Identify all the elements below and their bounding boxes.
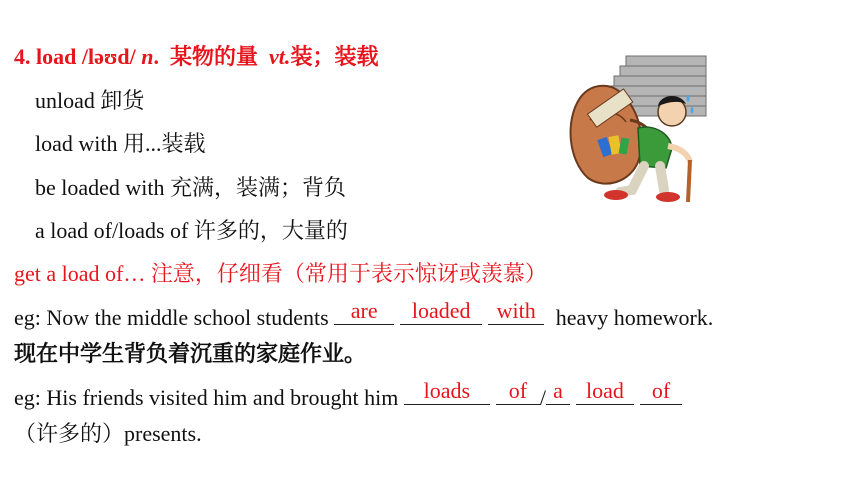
example-2-line2: （许多的）presents. — [14, 421, 202, 446]
phrase-item: be loaded with 充满，装满；背负 — [35, 175, 347, 200]
walking-stick-icon — [688, 160, 690, 202]
example-1-prefix: eg: Now the middle school students — [14, 305, 335, 330]
answer-blank — [404, 378, 490, 405]
example-1-translation: 现在中学生背负着沉重的家庭作业。 — [14, 341, 367, 366]
heading-pos-n: n — [141, 44, 154, 69]
phrase-item: load with 用...装载 — [35, 131, 206, 156]
answer-blank — [546, 378, 570, 405]
heading-meaning-n: 某物的量 — [170, 44, 259, 69]
answer-text: of — [651, 378, 671, 403]
example-1-suffix: heavy homework. — [550, 305, 714, 330]
heading-pos-vt: vt. — [269, 44, 291, 69]
example-2 — [14, 378, 688, 412]
answer-text: a — [553, 378, 563, 403]
heading-dot: . — [153, 44, 160, 69]
phrase-item: a load of/loads of 许多的，大量的 — [35, 218, 348, 243]
phrase-item: unload 卸货 — [35, 88, 145, 113]
answer-blank — [334, 298, 394, 325]
answer-blank — [400, 298, 482, 325]
answer-blank — [576, 378, 634, 405]
student-pressure-illustration — [560, 50, 718, 204]
answer-blank — [640, 378, 682, 405]
answer-blank — [496, 378, 540, 405]
example-2-prefix: eg: His friends visited him and brought him — [14, 385, 404, 410]
vocab-heading — [14, 43, 378, 71]
red-phrase: get a load of… 注意，仔细看（常用于表示惊讶或羡慕） — [14, 261, 547, 286]
answer-text: are — [350, 298, 378, 323]
answer-text: loaded — [411, 298, 471, 323]
example-1 — [14, 298, 714, 332]
answer-text: of — [508, 378, 528, 403]
answer-blank — [488, 298, 544, 325]
answer-text: loads — [423, 378, 471, 403]
heading-meaning-vt: 装；装载 — [290, 44, 379, 69]
answer-text: load — [586, 378, 624, 403]
heading-word: 4. load — [14, 44, 77, 69]
heading-phonetic: /ləʊd/ — [81, 44, 136, 69]
slash: / — [539, 385, 546, 410]
answer-text: with — [496, 298, 536, 323]
